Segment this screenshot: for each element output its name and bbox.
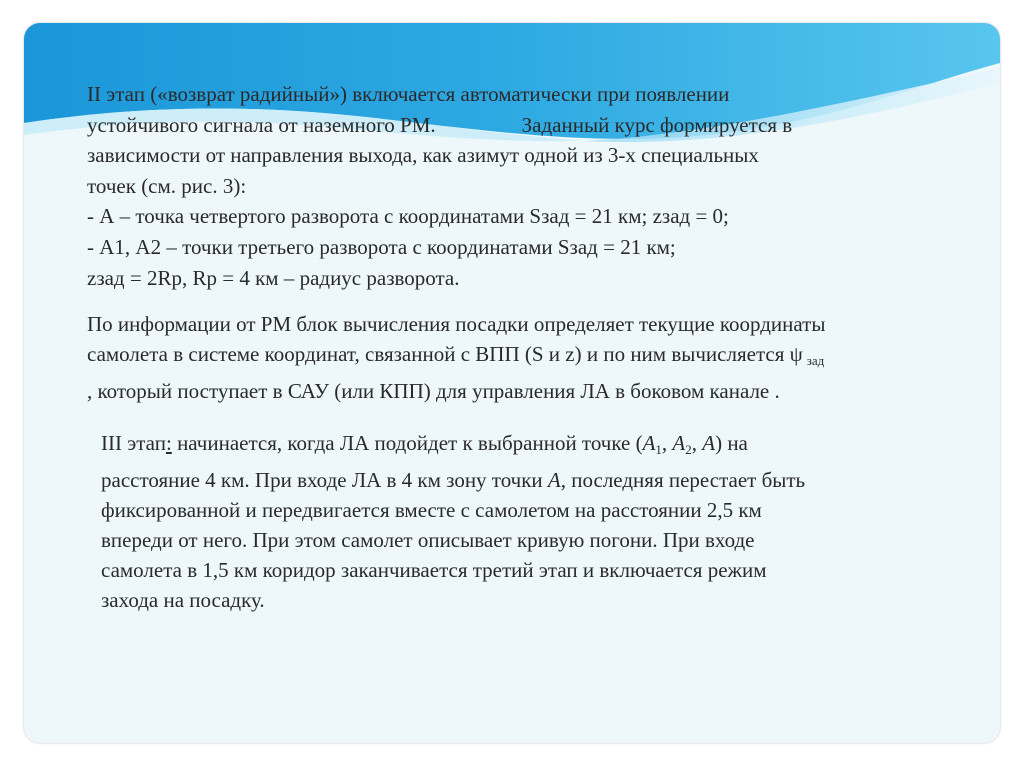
point-a1: A <box>642 431 656 455</box>
point-a2-sub: 2 <box>685 442 692 457</box>
stage3-line-2 <box>101 465 981 495</box>
stage3-line-1b: ) на <box>715 431 748 455</box>
stage3-line-1 <box>101 428 981 465</box>
stage3-line-3: фиксированной и передвигается вместе с самолетом на расстоянии 2,5 км <box>101 498 762 522</box>
point-a1-sub: 1 <box>655 442 662 457</box>
stage3-colon: : <box>165 431 172 455</box>
stage3-paragraph <box>101 428 981 615</box>
psi-subscript: зад <box>806 353 825 368</box>
info-line-2 <box>87 339 997 376</box>
comma-1: , <box>661 431 673 455</box>
stage3-line-6: захода на посадку. <box>101 588 265 612</box>
point-a-zone: A <box>547 468 561 492</box>
comma-2: , <box>691 431 703 455</box>
stage2-paragraph <box>87 79 980 293</box>
slide <box>24 23 1000 743</box>
info-line-2-text: самолета в системе координат, связанной с ВПП (S и z) и по ним вычисляется <box>87 342 785 366</box>
info-paragraph <box>87 309 997 406</box>
stage2-line-4: точек (см. рис. 3): <box>87 173 247 198</box>
info-line-3: , который поступает в САУ (или КПП) для управления ЛА в боковом канале . <box>87 379 780 403</box>
stage2-line-5: - А – точка четвертого разворота с координатами Sзад = 21 км; zзад = 0; <box>87 204 729 229</box>
stage3-line-4: впереди от него. При этом самолет описывает кривую погони. При входе <box>101 528 755 552</box>
stage3-line-5: самолета в 1,5 км коридор заканчивается третий этап и включается режим <box>101 558 767 582</box>
info-line-1: По информации от РМ блок вычисления посадки определяет текущие координаты <box>87 312 826 336</box>
stage2-line-3: зависимости от направления выхода, как азимут одной из 3-х специальных <box>87 143 759 168</box>
stage2-line-2a: устойчивого сигнала от наземного РМ. <box>87 112 436 137</box>
stage2-line-2 <box>87 110 980 141</box>
stage3-line-1a: начинается, когда ЛА подойдет к выбранной точке ( <box>171 431 643 455</box>
stage2-line-6: - А1, А2 – точки третьего разворота с координатами Sзад = 21 км; <box>87 234 676 259</box>
point-a: A <box>702 431 716 455</box>
stage3-line-2a: расстояние 4 км. При входе ЛА в 4 км зону точки <box>101 468 548 492</box>
stage2-line-2b: Заданный курс формируется в <box>521 112 793 137</box>
point-a2: A <box>672 431 686 455</box>
psi-symbol: ψ <box>789 342 803 366</box>
stage2-line-1: II этап («возврат радийный») включается автоматически при появлении <box>87 82 730 106</box>
stage3-lead: III этап <box>101 431 166 455</box>
stage3-line-2b: , последняя перестает быть <box>560 468 806 492</box>
stage2-line-7: zзад = 2Rр, Rр = 4 км – радиус разворота. <box>87 265 460 290</box>
